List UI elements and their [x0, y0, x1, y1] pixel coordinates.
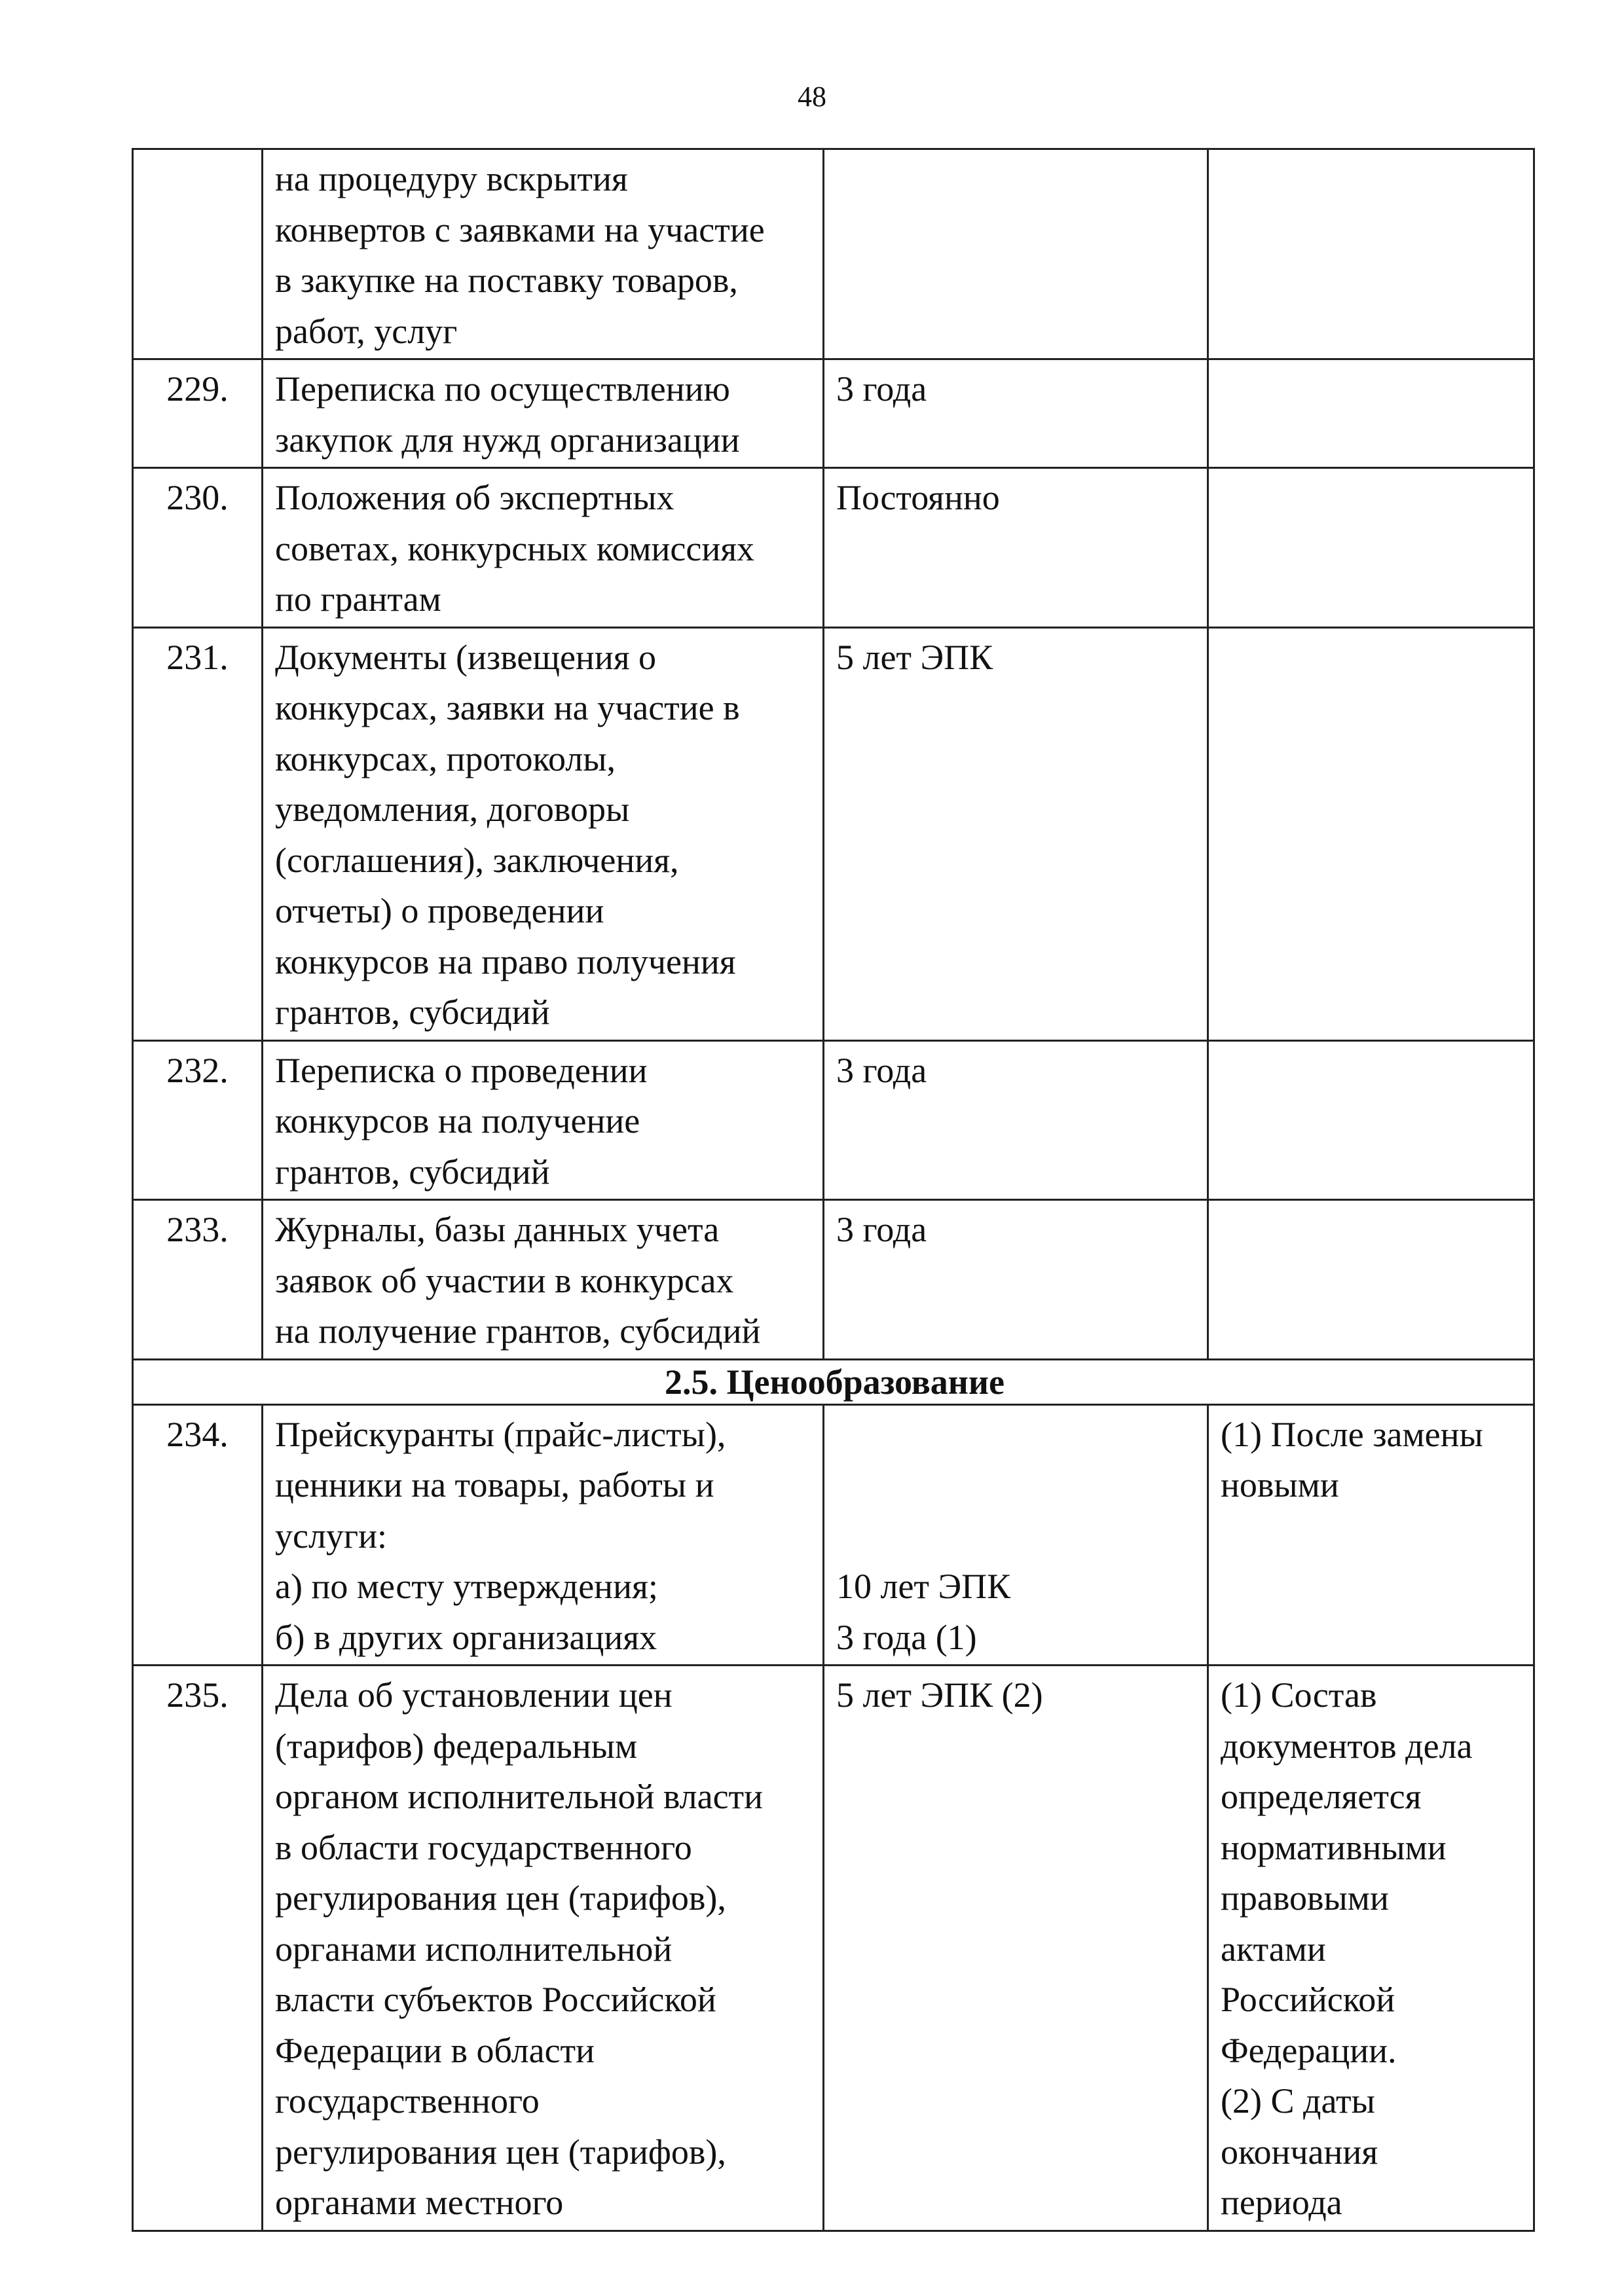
item-title-line: Положения об экспертных: [275, 478, 674, 517]
table-row: [133, 1404, 1534, 1666]
retention-term-line: 5 лет ЭПК: [836, 637, 993, 677]
item-title-line: органами местного: [275, 2183, 564, 2222]
item-title-line: Документы (извещения о: [275, 637, 657, 677]
item-title: [263, 149, 824, 359]
item-title-line: Переписка по осуществлению: [275, 369, 730, 409]
retention-term: [824, 1666, 1208, 2231]
item-title-line: в закупке на поставку товаров,: [275, 261, 738, 300]
retention-term: [824, 149, 1208, 359]
item-title-line: конкурсов на получение: [275, 1101, 640, 1140]
item-title-line: на получение грантов, субсидий: [275, 1311, 761, 1351]
item-number: 231.: [133, 627, 263, 1040]
table-row: [133, 1666, 1534, 2231]
item-number: [133, 149, 263, 359]
retention-term-line: 3 года: [836, 369, 927, 409]
retention-term-line: [836, 1511, 1198, 1562]
item-number: 233.: [133, 1200, 263, 1360]
item-title: [263, 468, 824, 628]
item-note-line: Российской: [1221, 1980, 1395, 2019]
item-note: [1208, 1404, 1534, 1666]
item-note-line: периода: [1221, 2183, 1342, 2222]
item-note-line: (1) После замены: [1221, 1414, 1483, 1454]
item-title-line: работ, услуг: [275, 311, 458, 351]
item-note-line: правовыми: [1221, 1878, 1389, 1918]
page-number: 48: [798, 81, 826, 113]
item-title-line: государственного: [275, 2081, 540, 2121]
item-note-line: актами: [1221, 1929, 1326, 1969]
item-title-line: на процедуру вскрытия: [275, 159, 628, 198]
item-title-line: б) в других организациях: [275, 1617, 657, 1657]
retention-term-line: [836, 1410, 1198, 1461]
item-title-line: органом исполнительной власти: [275, 1777, 764, 1816]
item-number: 232.: [133, 1040, 263, 1200]
item-note-line: Федерации.: [1221, 2030, 1397, 2070]
item-title-line: конкурсов на право получения: [275, 941, 736, 981]
item-note-line: окончания: [1221, 2132, 1378, 2172]
item-note-line: нормативными: [1221, 1827, 1447, 1867]
item-note-line: документов дела: [1221, 1726, 1473, 1766]
item-title-line: конкурсах, протоколы,: [275, 738, 616, 778]
item-note-line: (2) С даты: [1221, 2081, 1375, 2121]
item-number: 230.: [133, 468, 263, 628]
item-title-line: Журналы, базы данных учета: [275, 1210, 720, 1249]
item-note: [1208, 1200, 1534, 1360]
item-title-line: регулирования цен (тарифов),: [275, 2132, 726, 2172]
item-note: [1208, 1666, 1534, 2231]
item-title-line: уведомления, договоры: [275, 790, 630, 829]
item-title-line: ценники на товары, работы и: [275, 1465, 714, 1504]
item-title-line: советах, конкурсных комиссиях: [275, 528, 755, 568]
item-title-line: Прейскуранты (прайс-листы),: [275, 1414, 726, 1454]
item-number: 235.: [133, 1666, 263, 2231]
item-title: [263, 1200, 824, 1360]
retention-term-line: 10 лет ЭПК: [836, 1567, 1011, 1606]
retention-term-line: 5 лет ЭПК (2): [836, 1675, 1043, 1715]
item-note: [1208, 468, 1534, 628]
item-title-line: по грантам: [275, 579, 441, 619]
table-row: [133, 149, 1534, 359]
table-row: [133, 1040, 1534, 1200]
item-note: [1208, 1040, 1534, 1200]
item-title-line: власти субъектов Российской: [275, 1980, 716, 2019]
retention-term: [824, 1040, 1208, 1200]
item-note-line: новыми: [1221, 1465, 1339, 1504]
retention-term-line: 3 года: [836, 1210, 927, 1249]
retention-term: [824, 468, 1208, 628]
retention-term: [824, 359, 1208, 468]
item-title-line: регулирования цен (тарифов),: [275, 1878, 726, 1918]
retention-term: [824, 627, 1208, 1040]
item-title-line: грантов, субсидий: [275, 993, 550, 1032]
section-heading: 2.5. Ценообразование: [133, 1359, 1534, 1404]
item-number: 234.: [133, 1404, 263, 1666]
item-title-line: конвертов с заявками на участие: [275, 210, 765, 249]
retention-term: [824, 1404, 1208, 1666]
item-title: [263, 1666, 824, 2231]
item-title-line: отчеты) о проведении: [275, 891, 604, 930]
item-title-line: (соглашения), заключения,: [275, 840, 679, 880]
item-note: [1208, 627, 1534, 1040]
item-title: [263, 1404, 824, 1666]
item-title-line: а) по месту утверждения;: [275, 1567, 658, 1606]
item-title: [263, 627, 824, 1040]
table-row: [133, 1200, 1534, 1360]
item-note: [1208, 149, 1534, 359]
section-heading-row: [133, 1359, 1534, 1404]
table-row: [133, 627, 1534, 1040]
item-title-line: (тарифов) федеральным: [275, 1726, 638, 1766]
item-title-line: Переписка о проведении: [275, 1050, 648, 1090]
item-title-line: органами исполнительной: [275, 1929, 673, 1969]
item-title-line: Дела об установлении цен: [275, 1675, 673, 1715]
table-row: [133, 359, 1534, 468]
records-table: [132, 148, 1535, 2232]
retention-term-line: [836, 1460, 1198, 1511]
item-note: [1208, 359, 1534, 468]
retention-term: [824, 1200, 1208, 1360]
item-title-line: услуги:: [275, 1516, 387, 1556]
item-title-line: в области государственного: [275, 1827, 692, 1867]
item-title-line: грантов, субсидий: [275, 1152, 550, 1192]
item-title-line: конкурсах, заявки на участие в: [275, 688, 740, 727]
retention-term-line: Постоянно: [836, 478, 1000, 517]
retention-term-line: 3 года: [836, 1050, 927, 1090]
retention-term-line: 3 года (1): [836, 1617, 977, 1657]
item-title: [263, 1040, 824, 1200]
table-row: [133, 468, 1534, 628]
item-title-line: Федерации в области: [275, 2030, 595, 2070]
item-title: [263, 359, 824, 468]
item-title-line: заявок об участии в конкурсах: [275, 1260, 734, 1300]
item-title-line: закупок для нужд организации: [275, 420, 740, 460]
item-number: 229.: [133, 359, 263, 468]
item-note-line: определяется: [1221, 1777, 1422, 1816]
records-table-body: [133, 149, 1534, 2231]
item-note-line: (1) Состав: [1221, 1675, 1377, 1715]
